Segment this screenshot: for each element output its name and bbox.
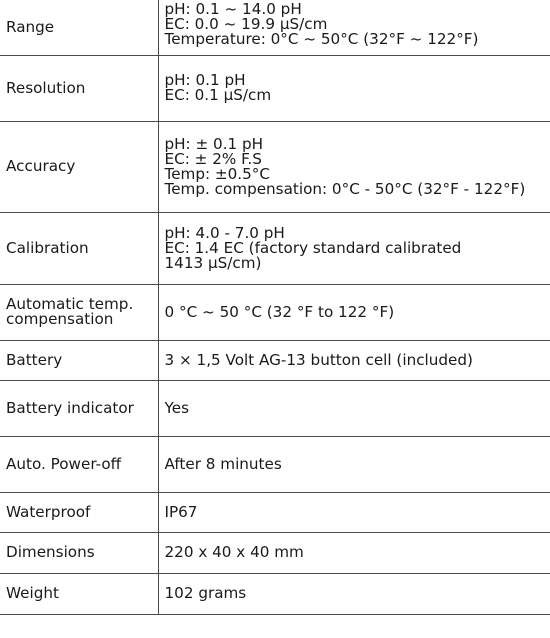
- spec-label-cell: [0, 340, 158, 380]
- spec-label: Waterproof: [6, 502, 91, 521]
- spec-value-line: EC: ± 2% F.S: [164, 149, 262, 168]
- spec-value-line: Temp. compensation: 0°C - 50°C (32°F - 122°F): [164, 179, 526, 198]
- spec-label-cell: [0, 492, 158, 532]
- spec-value-line: pH: 4.0 - 7.0 pH: [164, 223, 285, 242]
- spec-label: Calibration: [6, 238, 89, 257]
- spec-value-cell: [158, 55, 550, 121]
- spec-label: Battery: [6, 350, 63, 369]
- spec-label-cell: [0, 0, 158, 55]
- spec-row-resolution: [0, 55, 550, 121]
- spec-value-line: EC: 0.1 µS/cm: [164, 86, 272, 104]
- spec-value-line: Yes: [164, 398, 190, 417]
- spec-label-cell: [0, 380, 158, 436]
- spec-value-line: EC: 1.4 EC (factory standard calibrated: [164, 238, 462, 257]
- spec-value-line: 1413 µS/cm): [164, 253, 262, 272]
- spec-value-cell: [158, 380, 550, 436]
- spec-row-battery-indicator: [0, 380, 550, 436]
- spec-label-cell: [0, 532, 158, 573]
- spec-value-line: pH: 0.1 pH: [164, 71, 246, 89]
- spec-value-line: 220 x 40 x 40 mm: [164, 543, 304, 561]
- spec-value-line: After 8 minutes: [164, 454, 282, 473]
- spec-label: Auto. Power-off: [6, 454, 122, 473]
- spec-row-waterproof: [0, 492, 550, 532]
- spec-value-cell: [158, 121, 550, 212]
- spec-label: Weight: [6, 584, 59, 602]
- spec-value-line: EC: 0.0 ~ 19.9 µS/cm: [164, 15, 328, 34]
- spec-row-auto-power-off: [0, 436, 550, 492]
- spec-label-cell: [0, 55, 158, 121]
- spec-label: Accuracy: [6, 157, 76, 175]
- spec-row-dimensions: [0, 532, 550, 573]
- spec-label: Range: [6, 17, 55, 36]
- spec-value-cell: [158, 0, 550, 55]
- spec-label-cell: [0, 436, 158, 492]
- spec-value-line: 102 grams: [164, 584, 247, 602]
- spec-value-line: pH: 0.1 ~ 14.0 pH: [164, 0, 302, 19]
- spec-label-cell: [0, 573, 158, 614]
- spec-label: Battery indicator: [6, 398, 134, 417]
- spec-value-line: pH: ± 0.1 pH: [164, 134, 264, 153]
- spec-row-accuracy: [0, 121, 550, 212]
- spec-value-cell: [158, 573, 550, 614]
- spec-row-weight: [0, 573, 550, 614]
- spec-value-line: 3 × 1,5 Volt AG-13 button cell (included): [164, 350, 473, 369]
- spec-label: Automatic temp.: [6, 295, 134, 313]
- spec-value-cell: [158, 284, 550, 340]
- spec-row-battery: [0, 340, 550, 380]
- spec-row-range: [0, 0, 550, 55]
- spec-label: compensation: [6, 310, 114, 328]
- spec-label: Resolution: [6, 78, 86, 97]
- spec-value-line: IP67: [164, 502, 198, 521]
- spec-value-line: Temperature: 0°C ~ 50°C (32°F ~ 122°F): [164, 30, 479, 49]
- spec-value-cell: [158, 492, 550, 532]
- spec-value-cell: [158, 436, 550, 492]
- spec-label-cell: [0, 121, 158, 212]
- spec-value-cell: [158, 212, 550, 284]
- spec-value-line: 0 °C ~ 50 °C (32 °F to 122 °F): [164, 302, 395, 321]
- spec-label-cell: [0, 212, 158, 284]
- spec-label: Dimensions: [6, 543, 95, 561]
- spec-value-cell: [158, 340, 550, 380]
- spec-value-line: Temp: ±0.5°C: [164, 164, 270, 183]
- spec-label-cell: [0, 284, 158, 340]
- spec-row-automatic-temp-compensation: [0, 284, 550, 340]
- spec-value-cell: [158, 532, 550, 573]
- spec-row-calibration: [0, 212, 550, 284]
